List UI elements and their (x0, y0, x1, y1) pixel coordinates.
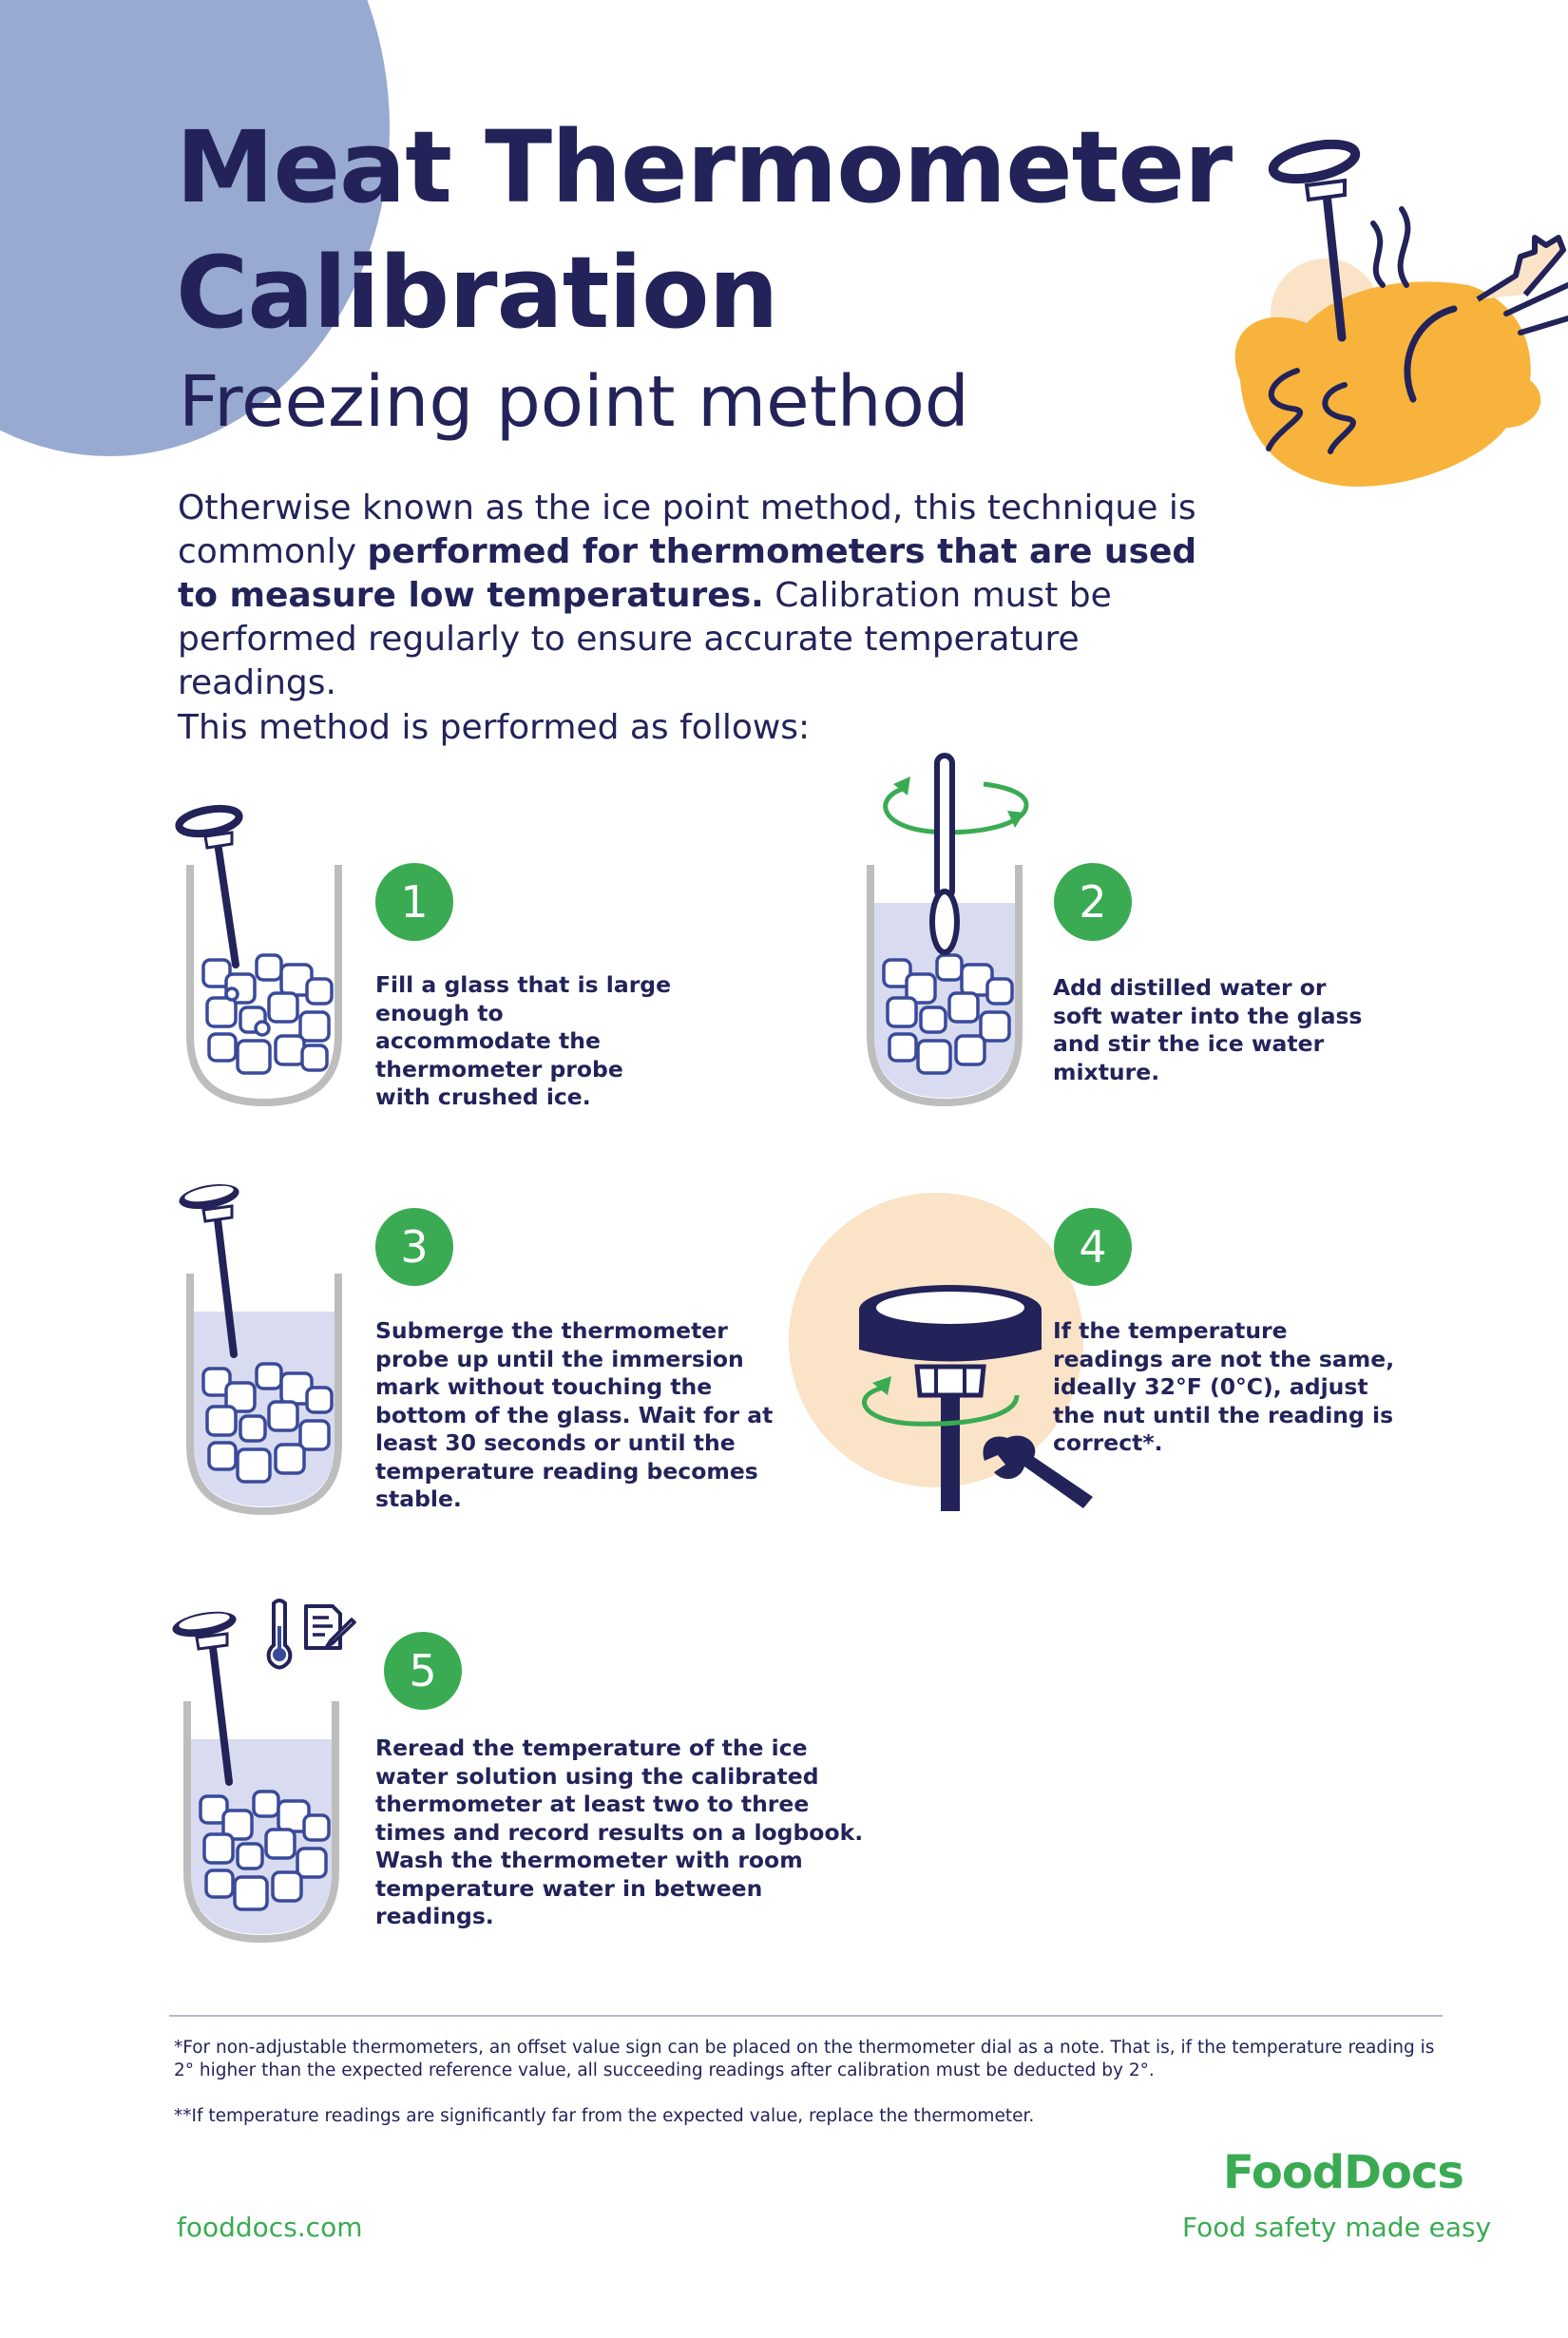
step-3-text: Submerge the thermometer probe up until the immersion mark without touching the bottom of the glass. Wait for at least 30 seconds or until the temperature reading becomes stable. (375, 1317, 774, 1512)
step-2-number: 2 (1054, 863, 1132, 941)
glass-ice-icon (169, 808, 359, 1112)
crushed-ice (203, 955, 332, 1073)
brand-tagline: Food safety made easy (1182, 2212, 1492, 2243)
footer-divider (169, 2015, 1443, 2017)
intro-text-bold: performed for thermometers that are used to measure low temperatures. (178, 532, 1197, 615)
glass-thermometer-reread-icon (166, 1611, 356, 1948)
step-4-text: If the temperature readings are not the same, ideally 32°F (0°C), adjust the nut until the reading is correct*. (1053, 1317, 1395, 1456)
step-5-text: Reread the temperature of the ice water solution using the calibrated thermometer at least two to three times and record results on a logbook. Wash the thermometer with room temperature water in between readings. (375, 1734, 864, 1929)
step-1-number: 1 (375, 863, 453, 941)
step-1-text: Fill a glass that is large enough to accommodate the thermometer probe with crushed ice. (375, 971, 672, 1110)
footnote-1: *For non-adjustable thermometers, an offset value sign can be placed on the thermometer dial as a note. That is, if the temperature reading is 2° higher than the expected reference value, all succeeding readings after calibration must be deducted by 2°. (174, 2038, 1435, 2080)
step-5-number: 5 (384, 1632, 462, 1710)
intro-text-part2: Calibration must be performed regularly to ensure accurate temperature readings. (178, 576, 1112, 702)
step-3-number: 3 (375, 1208, 453, 1286)
glass-water-icon (850, 756, 1040, 1112)
step-4-number: 4 (1054, 1208, 1132, 1286)
intro-text-part1: Otherwise known as the ice point method, this technique is commonly (178, 489, 1196, 571)
intro-paragraph (178, 487, 1242, 705)
thermometer-chicken-icon (1202, 143, 1568, 504)
page-title: Meat Thermometer Calibration (176, 109, 1233, 351)
method-lead-text: This method is performed as follows: (178, 708, 811, 747)
website-link[interactable]: fooddocs.com (177, 2212, 363, 2243)
footnote-2: **If temperature readings are significantly far from the expected value, replace the thermometer. (174, 2106, 1035, 2126)
brand-logo: FoodDocs (1223, 2146, 1463, 2199)
page-subtitle: Freezing point method (179, 361, 969, 443)
glass-thermometer-icon (169, 1183, 359, 1521)
step-2-text: Add distilled water or soft water into the glass and stir the ice water mixture. (1053, 974, 1363, 1085)
